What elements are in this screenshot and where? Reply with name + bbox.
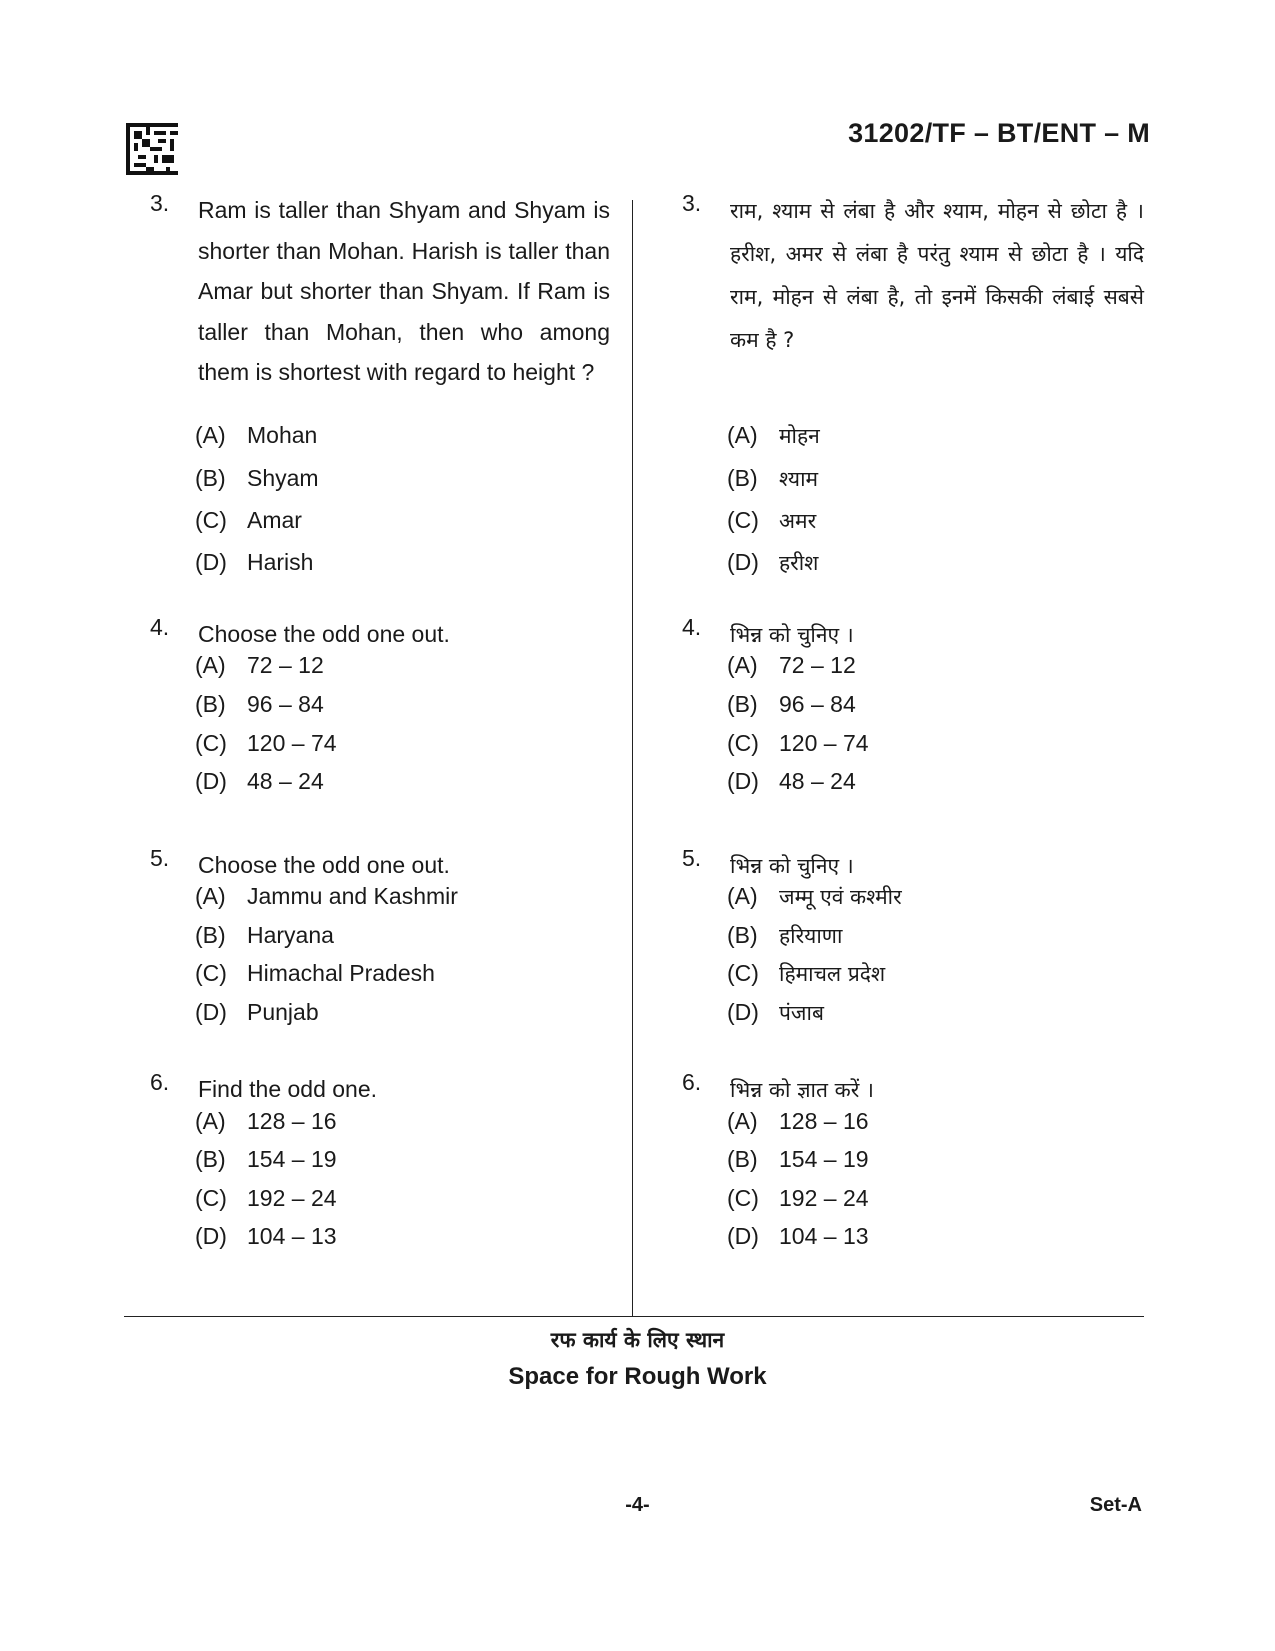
option-a: (A) 72 – 12 — [195, 652, 324, 678]
option-c: (C) 120 – 74 — [727, 730, 869, 756]
option-c: (C) Amar — [195, 507, 302, 533]
question-stem: Ram is taller than Shyam and Shyam is shorter than Mohan. Harish is taller than Amar but shorter than Shyam. If Ram is taller than Mohan, then who among them is shortest with regard to height ? — [198, 197, 610, 385]
option-a: (A) 128 – 16 — [727, 1108, 869, 1134]
qr-code-icon — [126, 123, 178, 175]
option-c: (C) 192 – 24 — [195, 1185, 337, 1211]
question-number: 3. — [150, 190, 170, 216]
page-number: -4- — [625, 1494, 650, 1516]
option-a: (A) 128 – 16 — [195, 1108, 337, 1134]
paper-code: 31202/TF – BT/ENT – M — [848, 118, 1150, 148]
option-a: (A) जम्मू एवं कश्मीर — [727, 883, 902, 909]
option-d: (D) 104 – 13 — [727, 1223, 869, 1249]
rough-work-title-hindi: रफ कार्य के लिए स्थान — [550, 1328, 725, 1352]
question-5-hi — [682, 845, 1144, 888]
question-number: 5. — [150, 845, 170, 871]
question-stem: Choose the odd one out. — [198, 621, 450, 647]
option-d: (D) 48 – 24 — [727, 768, 856, 794]
option-c: (C) 192 – 24 — [727, 1185, 869, 1211]
option-a: (A) मोहन — [727, 422, 820, 448]
rough-work-divider — [124, 1316, 1144, 1317]
question-6-hi — [682, 1069, 1144, 1112]
option-d: (D) 48 – 24 — [195, 768, 324, 794]
option-d: (D) Harish — [195, 549, 314, 575]
question-stem: भिन्न को चुनिए । — [730, 854, 854, 878]
question-number: 5. — [682, 845, 702, 871]
option-c: (C) Himachal Pradesh — [195, 960, 435, 986]
question-3-en — [150, 190, 610, 393]
option-b: (B) Haryana — [195, 922, 334, 948]
option-b: (B) 96 – 84 — [195, 691, 324, 717]
column-divider — [632, 200, 633, 1317]
question-number: 6. — [150, 1069, 170, 1095]
option-c: (C) हिमाचल प्रदेश — [727, 960, 886, 986]
question-stem: भिन्न को चुनिए । — [730, 623, 854, 647]
set-label: Set-A — [1089, 1494, 1142, 1516]
question-number: 4. — [682, 614, 702, 640]
option-c: (C) अमर — [727, 507, 817, 533]
question-stem: राम, श्याम से लंबा है और श्याम, मोहन से छोटा है । हरीश, अमर से लंबा है परंतु श्याम से छोटा है । यदि राम, मोहन से लंबा है, तो इनमें किसकी लंबाई सबसे कम है ? — [730, 199, 1144, 352]
option-d: (D) 104 – 13 — [195, 1223, 337, 1249]
option-d: (D) Punjab — [195, 999, 319, 1025]
question-stem: Choose the odd one out. — [198, 852, 450, 878]
question-4-en — [150, 614, 610, 655]
question-stem: भिन्न को ज्ञात करें । — [730, 1078, 874, 1102]
rough-work-title: Space for Rough Work — [508, 1363, 767, 1390]
question-4-hi — [682, 614, 1144, 657]
option-b: (B) श्याम — [727, 465, 819, 491]
option-b: (B) हरियाणा — [727, 922, 843, 948]
question-6-en — [150, 1069, 610, 1110]
option-a: (A) Jammu and Kashmir — [195, 883, 458, 909]
option-c: (C) 120 – 74 — [195, 730, 337, 756]
question-number: 3. — [682, 190, 702, 216]
option-a: (A) Mohan — [195, 422, 318, 448]
question-stem: Find the odd one. — [198, 1076, 378, 1102]
option-b: (B) 96 – 84 — [727, 691, 856, 717]
option-d: (D) हरीश — [727, 549, 819, 575]
question-5-en — [150, 845, 610, 886]
question-3-hi — [682, 190, 1144, 362]
option-a: (A) 72 – 12 — [727, 652, 856, 678]
option-b: (B) 154 – 19 — [727, 1146, 869, 1172]
option-b: (B) Shyam — [195, 465, 319, 491]
question-number: 4. — [150, 614, 170, 640]
question-number: 6. — [682, 1069, 702, 1095]
option-d: (D) पंजाब — [727, 999, 824, 1025]
option-b: (B) 154 – 19 — [195, 1146, 337, 1172]
